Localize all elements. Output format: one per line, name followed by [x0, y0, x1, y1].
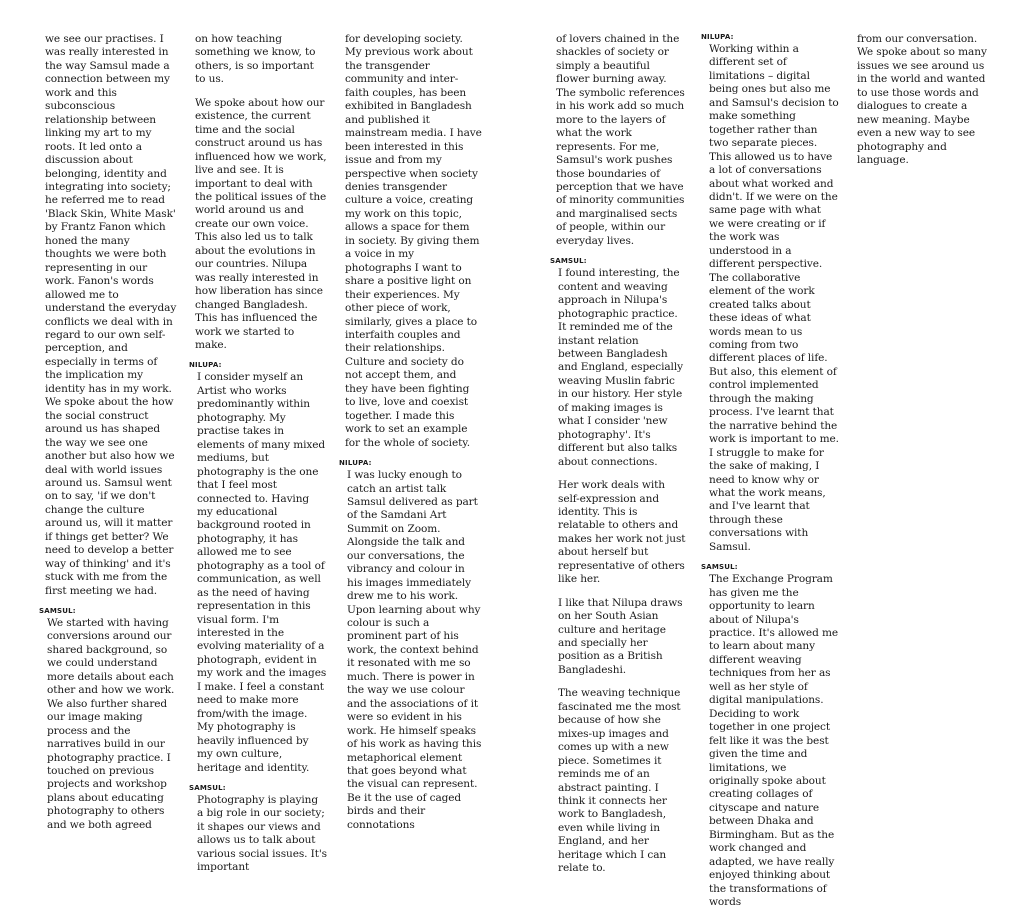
- paragraph: I like that Nilupa draws on her South Asian culture and heritage and specially her position as a British Bangladeshi.: [558, 596, 683, 676]
- speaker-label: NILUPA:: [701, 33, 734, 41]
- paragraph: We started with having conversions around our shared background, so we could understand more details about each other and how we work. We also further shared our image making process and the narratives build in our photography practice. I touched on previous projects and workshop plans about educating photography to others and we both agreed: [47, 617, 175, 831]
- paragraph: I was lucky enough to catch an artist talk Samsul delivered as part of the Samdani Art Summit on Zoom. Alongside the talk and our conversations, the vibrancy and colour in his images immediately drew me to his work. Upon learning about why colour is such a prominent part of his work, the context behind it resonated with me so much. There is power in the way we use colour and the associations of it were so evident in his work. He himself speaks of his work as having this metaphorical element that goes beyond what the visual can represent. Be it the use of caged birds and their connotations: [347, 469, 482, 831]
- text-column-5: [701, 33, 839, 910]
- text-column-6: [857, 33, 992, 168]
- text-column-4: [550, 33, 686, 876]
- paragraph: We spoke about how our existence, the current time and the social construct around us has influenced how we work, live and see. It is important to deal with the political issues of the world around us and create our own voice. This also led us to talk about the evolutions in our countries. Nilupa was really interested in how liberation has since changed Bangladesh. This has influenced the work we started to make.: [195, 96, 327, 351]
- text-column-3: [339, 33, 482, 832]
- paragraph: from our conversation. We spoke about so many issues we see around us in the world and wanted to use those words and dialogues to create a new meaning. Maybe even a new way to see photography and language.: [857, 33, 987, 167]
- speaker-label: SAMSUL:: [39, 607, 76, 616]
- paragraph: The Exchange Program has given me the opportunity to learn about of Nilupa's practice. It's allowed me to learn about many different weaving techniques from her as well as her style of digital manipulations. Deciding to work together in one project felt like it was the best given the time and limitations, we originally spoke about creating collages of cityscape and nature between Dhaka and Birmingham. But as the work changed and adapted, we have really enjoyed thinking about the transformations of words: [709, 573, 839, 909]
- paragraph: of lovers chained in the shackles of society or simply a beautiful flower burning away. The symbolic references in his work add so much more to the layers of what the work represents. For me, Samsul's work pushes those boundaries of perception that we have of minority communities and marginalised sects of people, within our everyday lives.: [556, 33, 685, 247]
- paragraph: for developing society. My previous work about the transgender community and inter-faith couples, has been exhibited in Bangladesh and published it mainstream media. I have been interested in this issue and from my perspective when society denies transgender culture a voice, creating my work on this topic, allows a space for them in society. By giving them a voice in my photographs I want to share a positive light on their experiences. My other piece of work, similarly, gives a place to interfaith couples and their relationships. Culture and society do not accept them, and they have been fighting to live, love and coexist together. I made this work to set an example for the whole of society.: [345, 33, 482, 449]
- text-column-2: [189, 33, 327, 875]
- paragraph: I consider myself an Artist who works predominantly within photography. My practise takes in elements of many mixed mediums, but photography is the one that I feel most connected to. Having my educational background rooted in photography, it has allowed me to see photography as a tool of communication, as well as the need of having representation in this visual form. I'm interested in the evolving materiality of a photograph, evident in my work and the images I make. I feel a constant need to make more from/with the image. My photography is heavily influenced by my own culture, heritage and identity.: [197, 371, 327, 774]
- paragraph: we see our practises. I was really interested in the way Samsul made a connection between my work and this subconscious relationship between linking my art to my roots. It led onto a discussion about belonging, identity and integrating into society; he referred me to read 'Black Skin, White Mask' by Frantz Fanon which honed the many thoughts we were both representing in our work. Fanon's words allowed me to understand the everyday conflicts we deal with in regard to our own self-perception, and especially in terms of the implication my identity has in my work. We spoke about the how the social construct around us has shaped the way we see one another but also how we deal with world issues around us. Samsul went on to say, 'if we don't change the culture around us, will it matter if things get better? We need to develop a better way of thinking' and it's stuck with me from the first meeting we had.: [45, 33, 177, 597]
- text-column-1: [39, 33, 177, 832]
- paragraph: I found interesting, the content and weaving approach in Nilupa's photographic practice. It reminded me of the instant relation between Bangladesh and England, especially weaving Muslin fabric in our history. Her style of making images is what I consider 'new photography'. It's different but also talks about connections.: [558, 267, 683, 468]
- speaker-label: SAMSUL:: [550, 257, 587, 266]
- speaker-label: NILUPA:: [339, 459, 372, 468]
- paragraph: Working within a different set of limitations – digital being ones but also me and Samsul's decision to make something together rather than two separate pieces. This allowed us to have a lot of conversations about what worked and didn't. If we were on the same page with what we were creating or if the work was understood in a different perspective. The collaborative element of the work created talks about these ideas of what words mean to us coming from two different places of life. But also, this element of control implemented through the making process. I've learnt that the narrative behind the work is important to me. I struggle to make for the sake of making, I need to know why or what the work means, and I've learnt that through these conversations with Samsul.: [709, 43, 839, 553]
- paragraph: Her work deals with self-expression and identity. This is relatable to others and makes her work not just about herself but representative of others like her.: [558, 479, 686, 586]
- paragraph: Photography is playing a big role in our society; it shapes our views and allows us to talk about various social issues. It's important: [197, 794, 327, 874]
- speaker-label: SAMSUL:: [701, 563, 738, 572]
- paragraph: on how teaching something we know, to others, is so important to us.: [195, 33, 316, 86]
- speaker-label: NILUPA:: [189, 361, 222, 370]
- speaker-label: SAMSUL:: [189, 784, 226, 793]
- paragraph: The weaving technique fascinated me the most because of how she mixes-up images and comes up with a new piece. Sometimes it reminds me of an abstract painting. I think it connects her work to Bangladesh, even while living in England, and her heritage which I can relate to.: [558, 687, 681, 875]
